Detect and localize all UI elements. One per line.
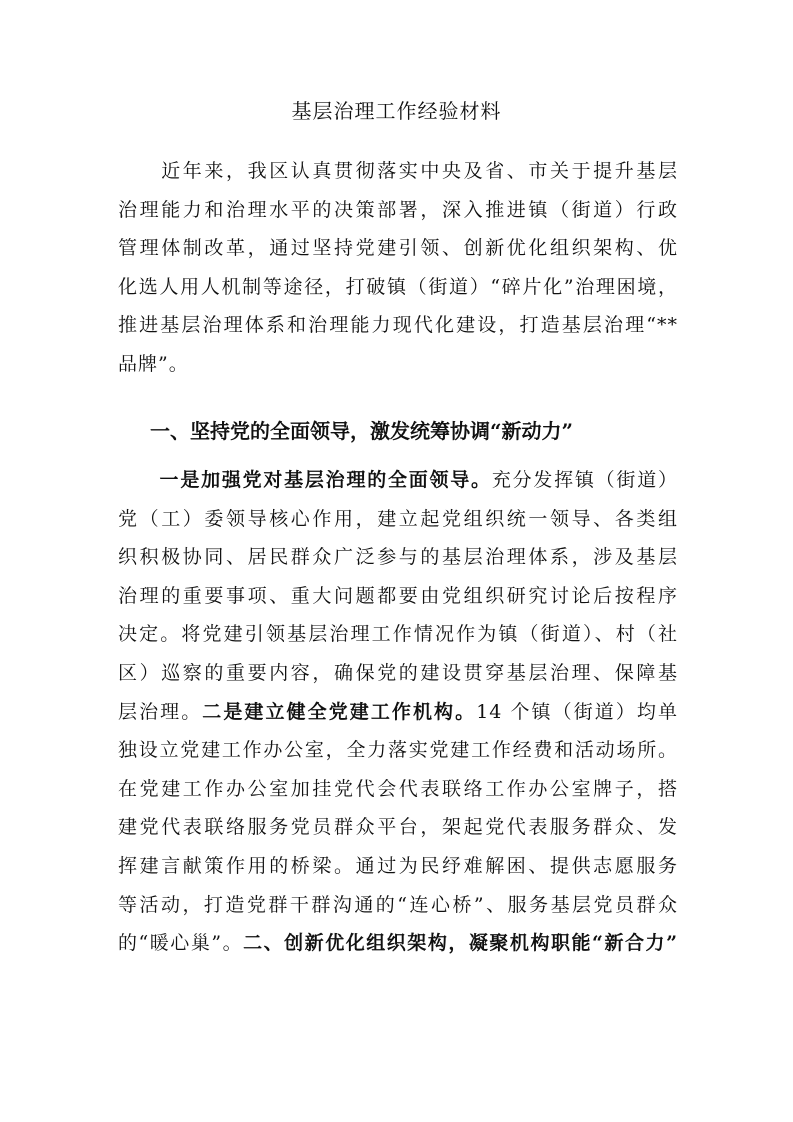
- intro-line: 化选人用人机制等途径，打破镇（街道）“碎片化”治理困境，: [118, 275, 678, 298]
- body-line: 织积极协同、居民群众广泛参与的基层治理体系，涉及基层: [118, 546, 678, 569]
- body-line: 治理的重要事项、重大问题都要由党组织研究讨论后按程序: [118, 584, 678, 607]
- intro-line: 管理体制改革，通过坚持党建引领、创新优化组织架构、优: [118, 237, 678, 260]
- section-heading-2: 二、创新优化组织架构，凝聚机构职能“新合力”: [243, 932, 678, 955]
- body-line: 挥建言献策作用的桥梁。通过为民纾难解困、提供志愿服务: [118, 854, 678, 877]
- body-line: [118, 693, 678, 732]
- body-line: 在党建工作办公室加挂党代会代表联络工作办公室牌子，搭: [118, 777, 678, 800]
- body-line: 建党代表联络服务党员群众平台，架起党代表服务群众、发: [118, 816, 678, 839]
- intro-line: 推进基层治理体系和治理能力现代化建设，打造基层治理“**: [118, 314, 678, 337]
- section-heading-1: 一、坚持党的全面领导，激发统筹协调“新动力”: [150, 419, 574, 443]
- body-text: 充分发挥镇（街道）: [491, 469, 678, 491]
- body-text: 的“暖心巢”。: [118, 932, 244, 955]
- intro-line: 品牌”。: [118, 352, 189, 375]
- body-line: 决定。将党建引领基层治理工作情况作为镇（街道）、村（社: [118, 623, 678, 646]
- point-heading-1: 一是加强党对基层治理的全面领导。: [159, 469, 492, 491]
- body-text: 14 个镇（街道）均单: [476, 700, 678, 723]
- body-line: [118, 461, 678, 500]
- body-line: 等活动，打造党群干群沟通的“连心桥”、服务基层党员群众: [118, 893, 678, 916]
- document-title: 基层治理工作经验材料: [291, 99, 502, 123]
- intro-line: 治理能力和治理水平的决策部署，深入推进镇（街道）行政: [118, 198, 678, 221]
- body-text: 层治理。: [118, 700, 203, 723]
- body-line: [118, 924, 678, 963]
- body-line: 独设立党建工作办公室，全力落实党建工作经费和活动场所。: [118, 739, 678, 762]
- intro-line: 近年来，我区认真贯彻落实中央及省、市关于提升基层: [118, 160, 678, 182]
- point-heading-2: 二是建立健全党建工作机构。: [202, 700, 477, 723]
- body-line: 党（工）委领导核心作用，建立起党组织统一领导、各类组: [118, 507, 678, 530]
- intro-paragraph: [118, 152, 678, 384]
- body-paragraph: [118, 461, 678, 963]
- body-line: 区）巡察的重要内容，确保党的建设贯穿基层治理、保障基: [118, 661, 678, 684]
